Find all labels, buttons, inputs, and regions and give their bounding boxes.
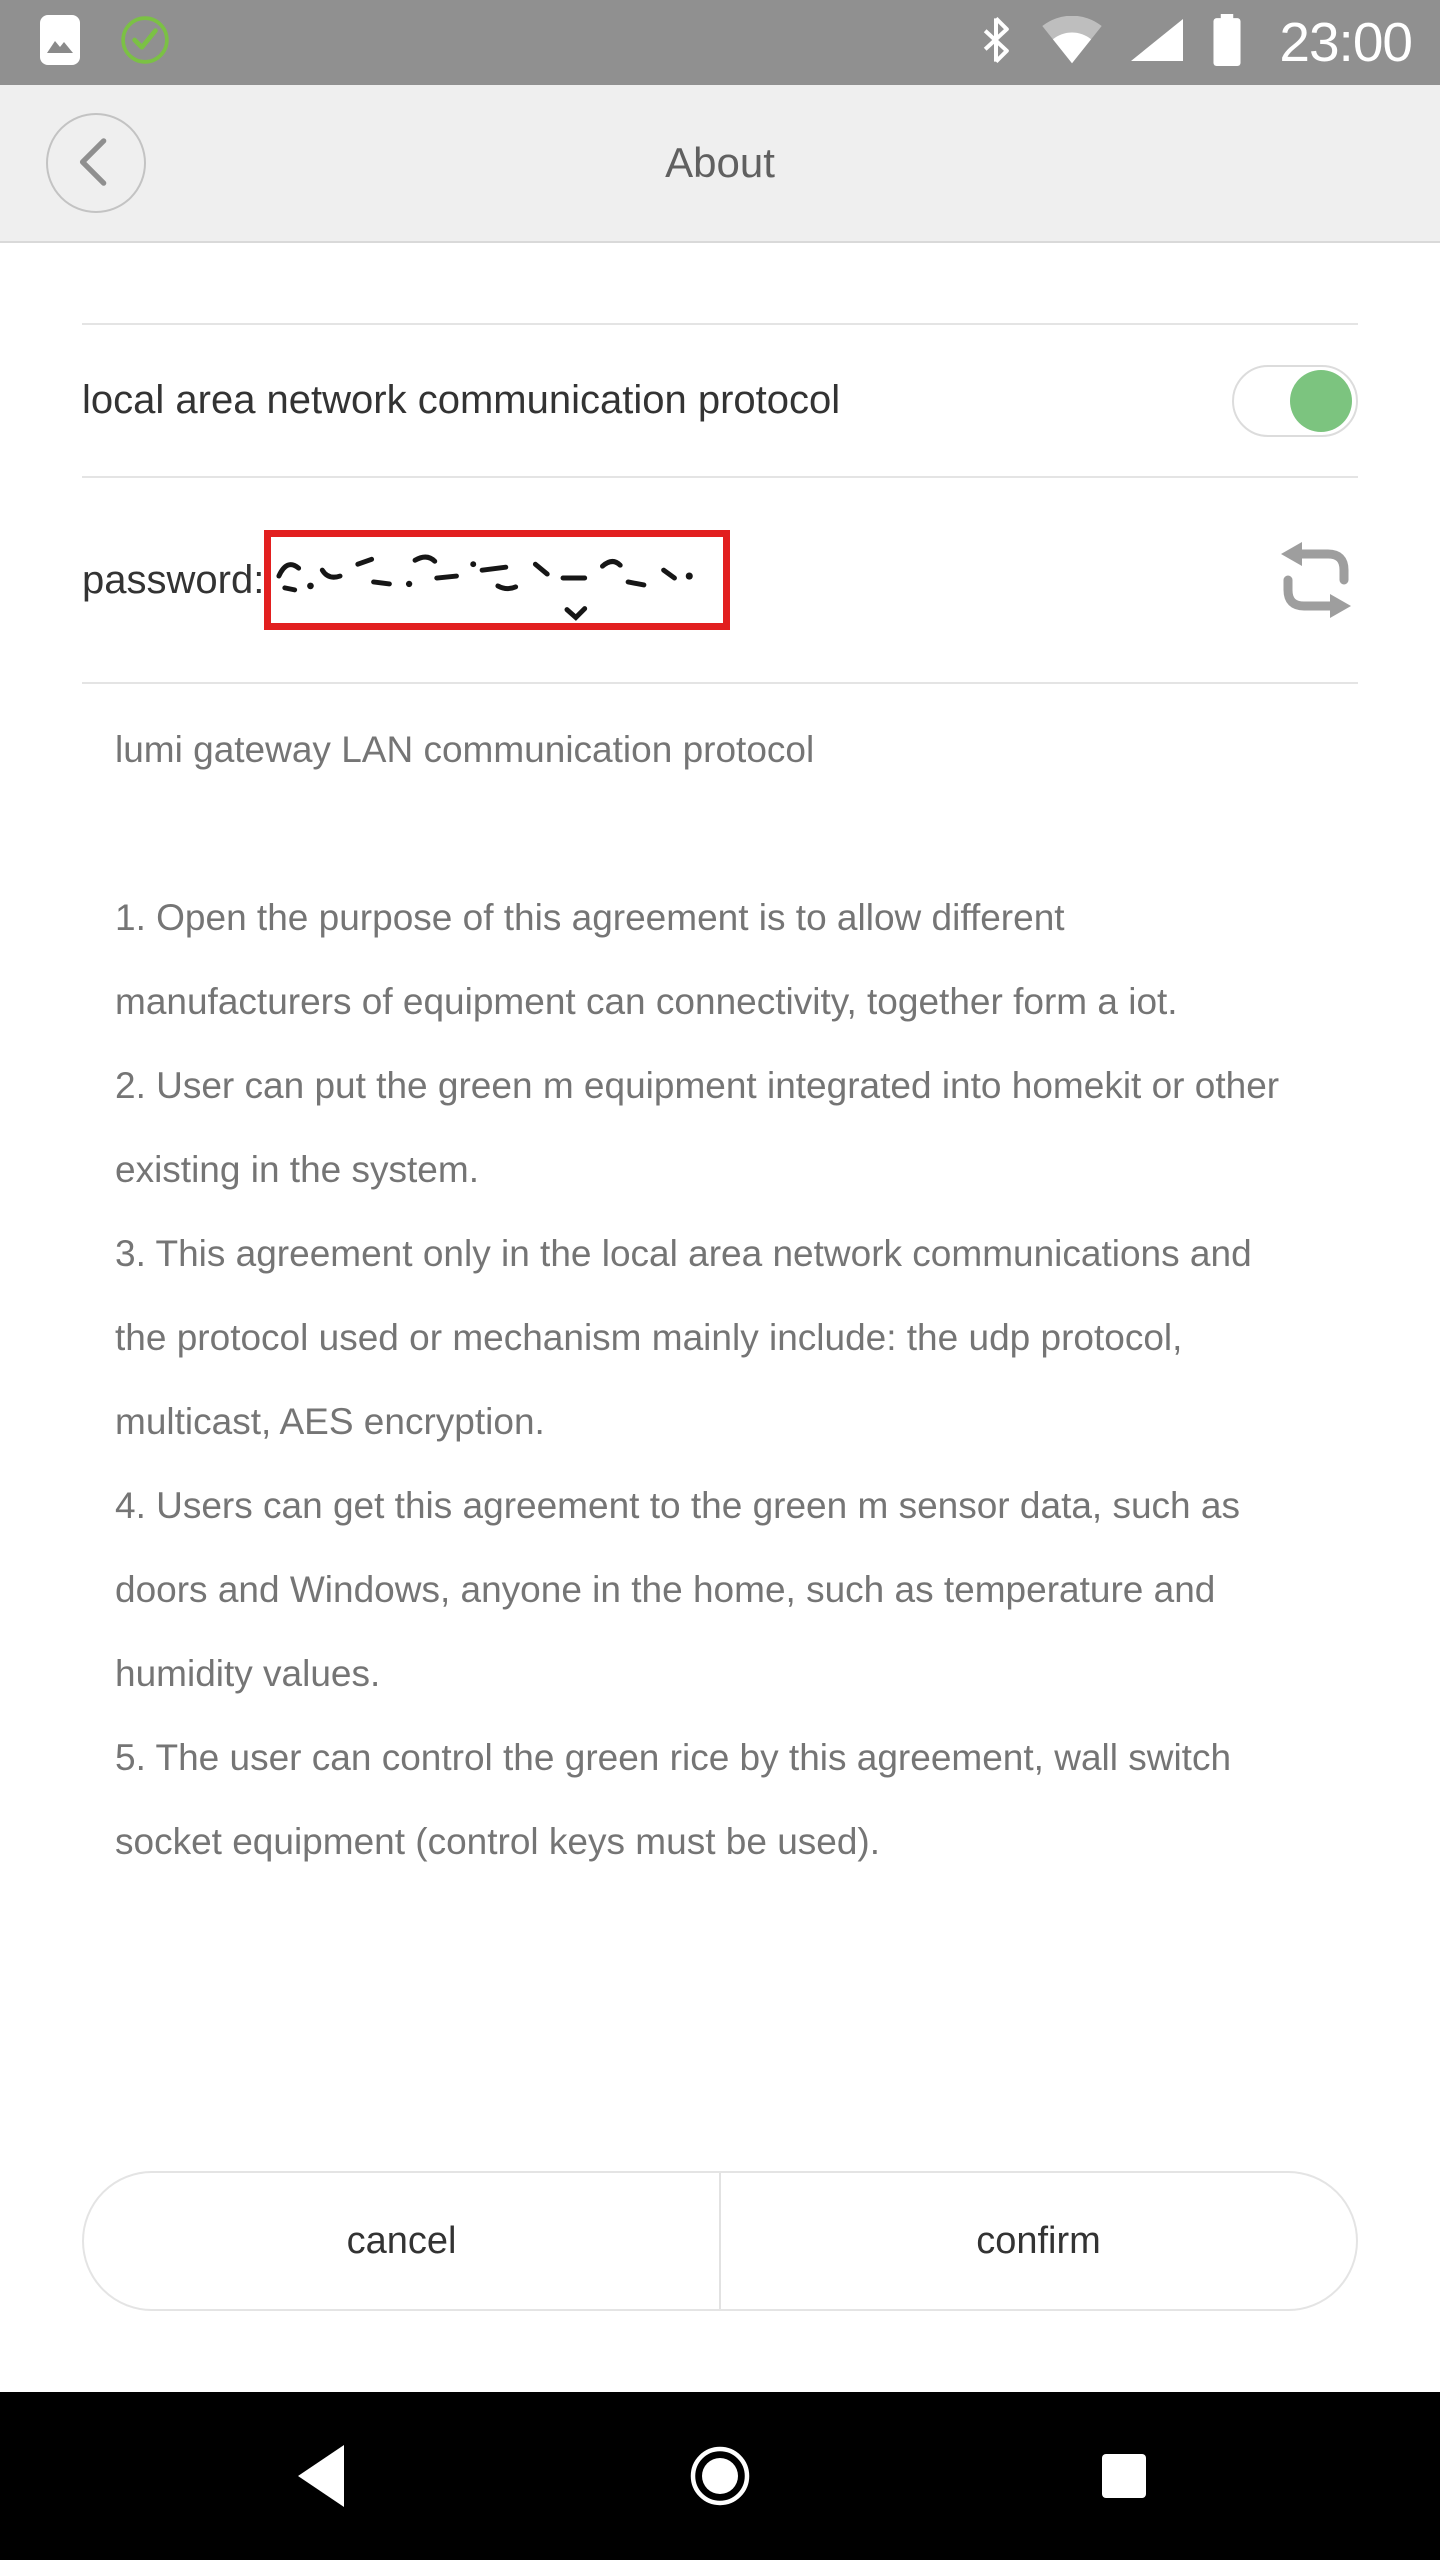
agreement-item: 3. This agreement only in the local area network communications and the protocol used or mechanism mainly include: the udp protocol, multicast, AES encryption.: [115, 1233, 1252, 1442]
clock-text: 23:00: [1279, 11, 1412, 73]
sync-loop-icon: [1274, 538, 1358, 622]
password-scribble: [271, 537, 709, 623]
refresh-password-button[interactable]: [1274, 538, 1358, 622]
nav-home-button[interactable]: [688, 2444, 752, 2508]
agreement-item: 5. The user can control the green rice by this agreement, wall switch socket equipment (control keys must be used).: [115, 1737, 1232, 1862]
password-redaction-box: [264, 530, 730, 630]
wifi-icon: [1041, 16, 1103, 69]
screenshot-icon: [40, 15, 80, 70]
dialog-actions: [82, 2171, 1358, 2311]
status-bar-left: [40, 15, 170, 70]
agreement-text: [0, 684, 1440, 1884]
page-title: About: [665, 139, 775, 186]
agreement-title: lumi gateway LAN communication protocol: [115, 729, 815, 770]
header: [0, 85, 1440, 243]
status-bar: [0, 0, 1440, 85]
password-label: password:: [82, 557, 265, 602]
android-nav-bar: [0, 2392, 1440, 2560]
lan-protocol-toggle[interactable]: [1232, 365, 1358, 437]
password-row: [82, 478, 1358, 682]
check-circle-icon: [120, 15, 170, 70]
nav-back-button[interactable]: [298, 2445, 344, 2507]
battery-icon: [1211, 14, 1243, 71]
nav-recents-button[interactable]: [1102, 2454, 1146, 2498]
status-bar-right: [979, 0, 1412, 85]
lan-protocol-row: [82, 325, 1358, 476]
bluetooth-icon: [979, 16, 1013, 69]
signal-icon: [1131, 18, 1183, 67]
cancel-button[interactable]: cancel: [84, 2173, 719, 2309]
top-spacer: [0, 243, 1440, 323]
content: [0, 243, 1440, 2560]
toggle-knob: [1290, 370, 1352, 432]
confirm-button[interactable]: confirm: [721, 2173, 1356, 2309]
agreement-item: 1. Open the purpose of this agreement is to allow different manufacturers of equipment can connectivity, together form a iot.: [115, 897, 1178, 1022]
agreement-item: 4. Users can get this agreement to the green m sensor data, such as doors and Windows, anyone in the home, such as temperature and humidity values.: [115, 1485, 1240, 1694]
agreement-item: 2. User can put the green m equipment integrated into homekit or other existing in the system.: [115, 1065, 1280, 1190]
back-triangle-icon: [298, 2445, 344, 2507]
lan-protocol-label: local area network communication protocol: [82, 378, 841, 422]
home-circle-icon: [688, 2444, 752, 2508]
